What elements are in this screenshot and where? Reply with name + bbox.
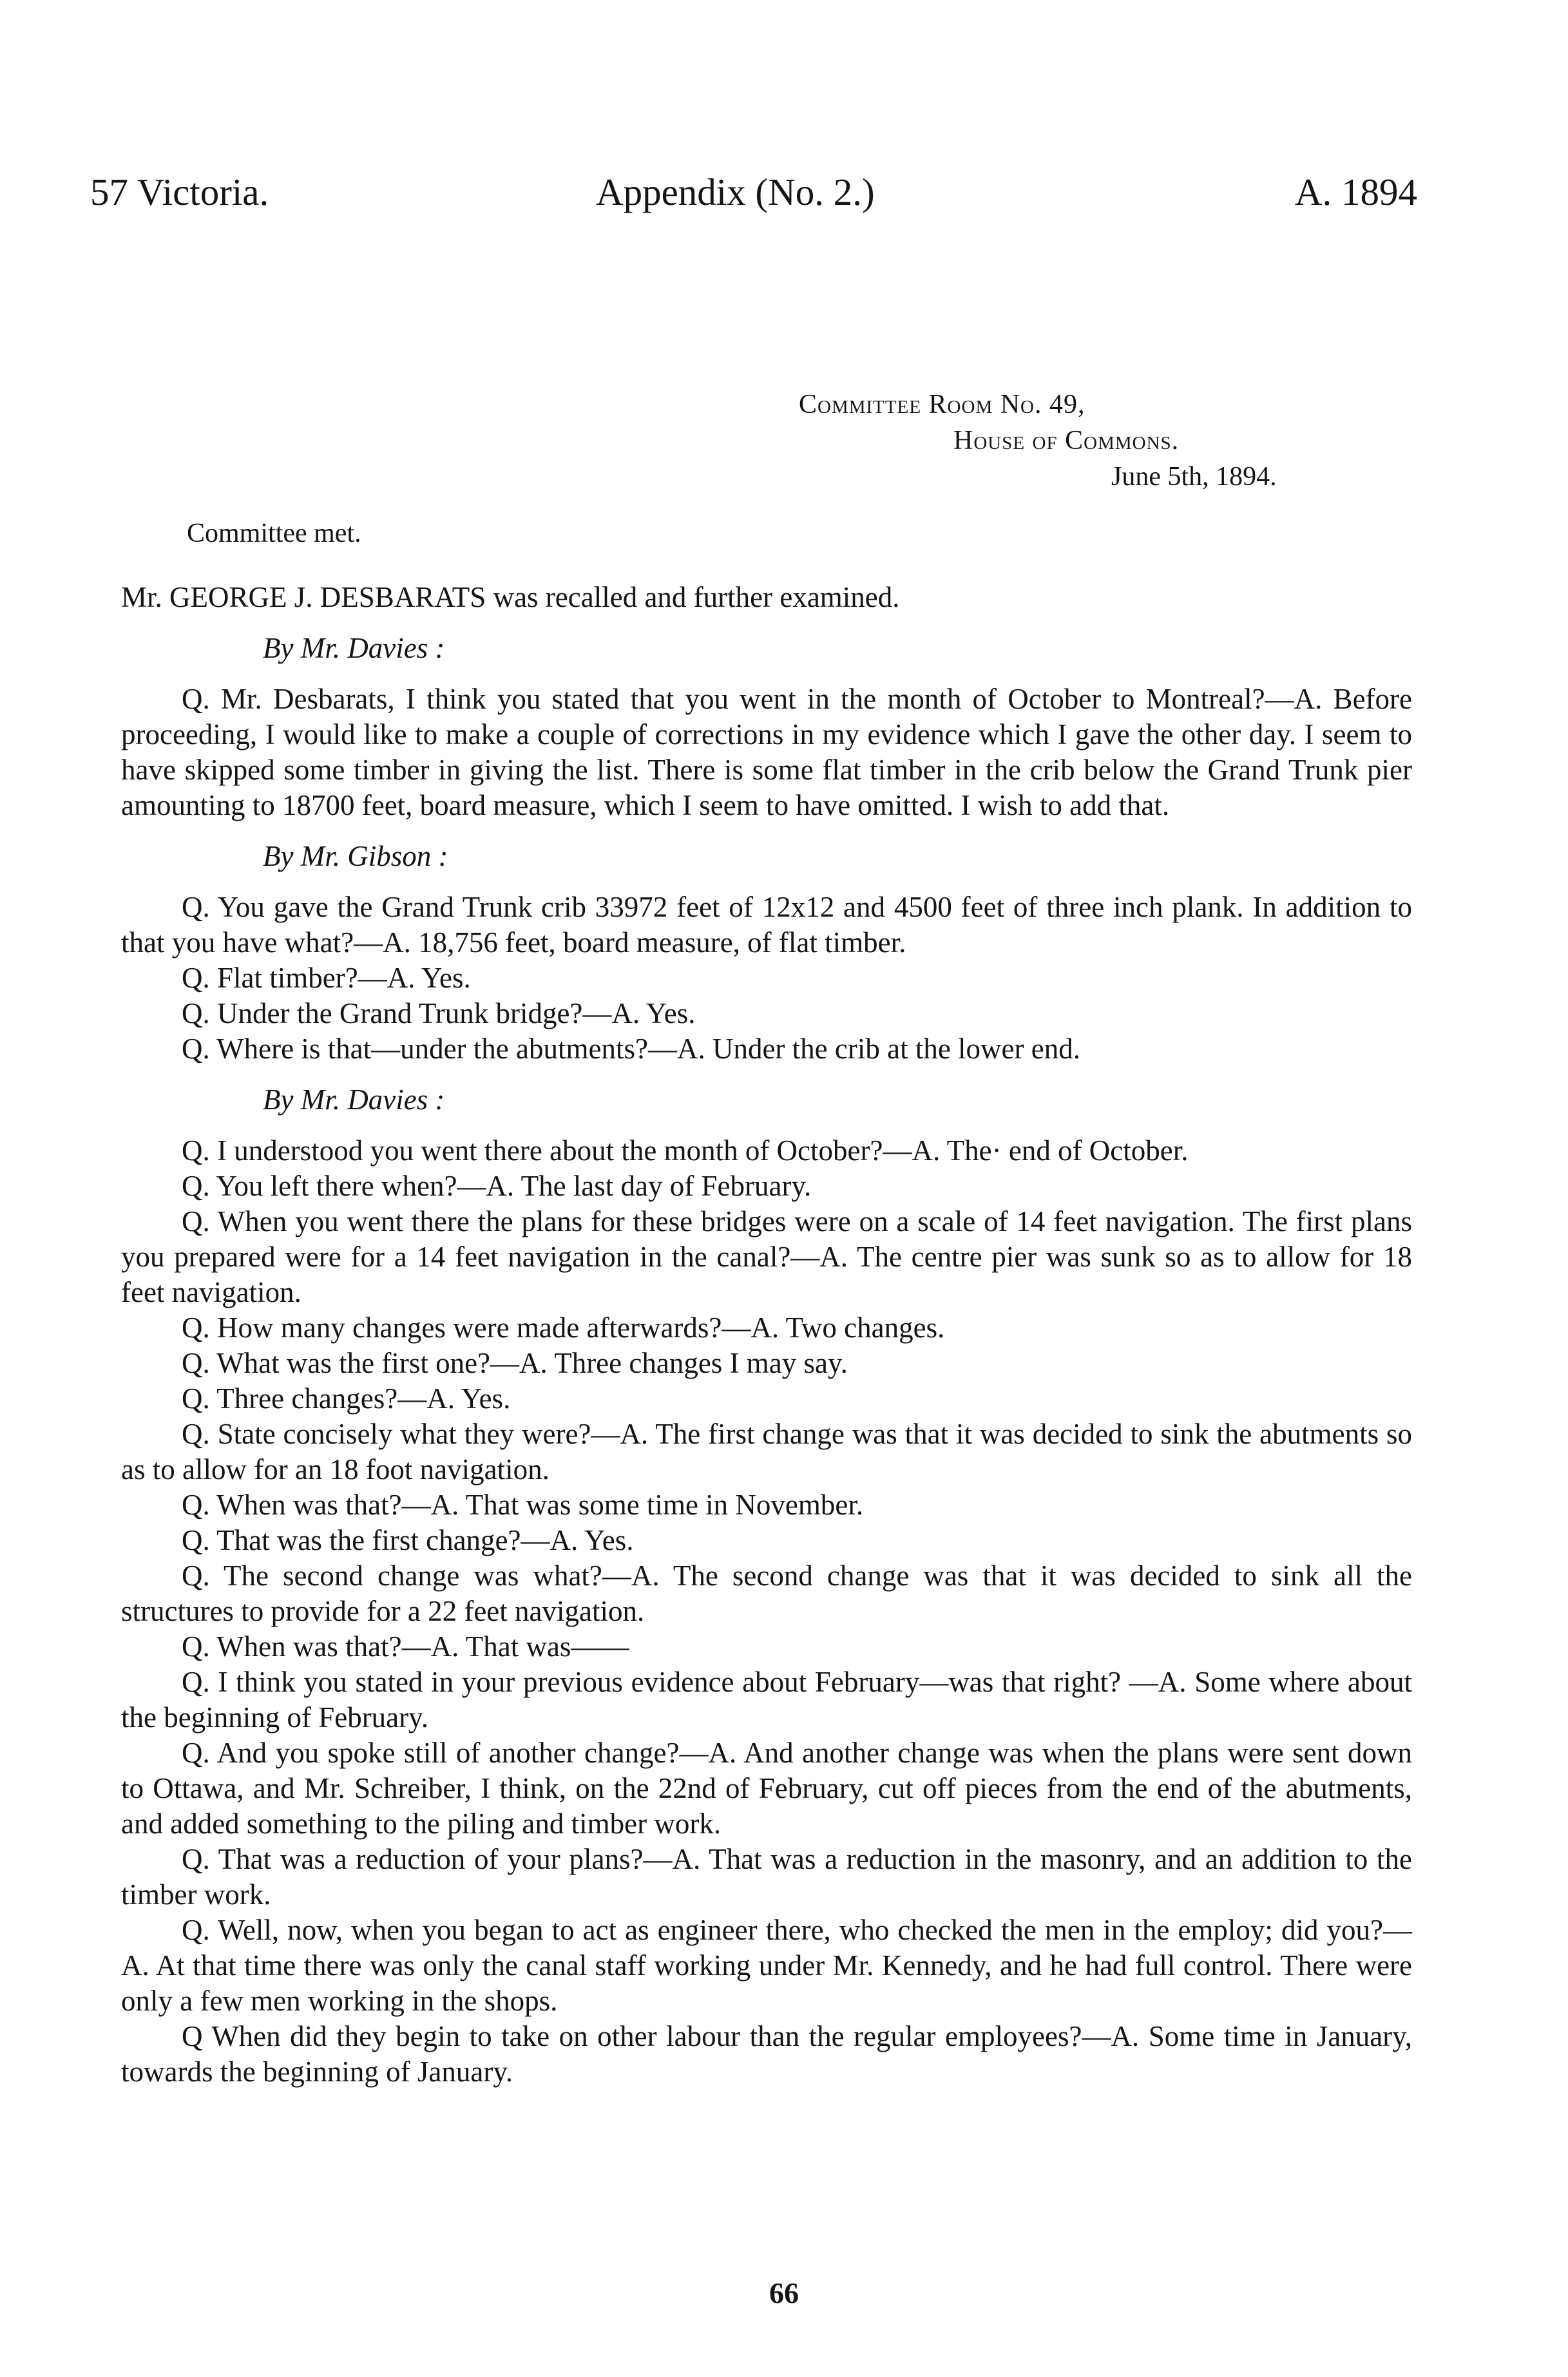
page-number: 66 — [769, 2277, 799, 2309]
committee-room: Committee Room No. 49, — [799, 390, 1085, 419]
question-answer: Q. That was the first change?—A. Yes. — [182, 1524, 634, 1556]
house-name: House of Commons. — [953, 426, 1180, 455]
question-answer: Q. Well, now, when you began to act as engineer there, who checked the men in the employ; did you?—A. At that time there was only the canal staff working under Mr. Kennedy, and he had full control. There were only a few men working in the shops. — [121, 1914, 1412, 2017]
question-answer: Q. Three changes?—A. Yes. — [182, 1382, 511, 1415]
header-session: 57 Victoria. — [90, 171, 269, 213]
running-header — [90, 166, 1417, 218]
question-answer: Q. You gave the Grand Trunk crib 33972 feet of 12x12 and 4500 feet of three inch plank. In addition to that you have what?—A. 18,756 feet, board measure, of flat timber. — [121, 891, 1412, 959]
header-year: A. 1894 — [1294, 171, 1417, 213]
testimony-body — [121, 580, 1412, 2090]
examiner-heading: By Mr. Davies : — [263, 1083, 445, 1116]
question-answer: Q. Mr. Desbarats, I think you stated that you went in the month of October to Montreal?—A. Before proceeding, I would like to make a couple of corrections in my evidence which I gave the other day. I seem to have skipped some timber in giving the list. There is some flat timber in the crib below the Grand Trunk pier amounting to 18700 feet, board measure, which I seem to have omitted. I wish to add that. — [121, 683, 1412, 821]
question-answer: Q. Where is that—under the abutments?—A. Under the crib at the lower end. — [182, 1033, 1080, 1065]
question-answer: Q. State concisely what they were?—A. The first change was that it was decided to sink the abutments so as to allow for an 18 foot navigation. — [121, 1418, 1412, 1485]
meeting-date: June 5th, 1894. — [1111, 462, 1277, 492]
question-answer: Q. The second change was what?—A. The second change was that it was decided to sink all the structures to provide for a 22 feet navigation. — [121, 1560, 1412, 1627]
question-answer: Q. I understood you went there about the month of October?—A. The· end of October. — [182, 1134, 1189, 1167]
question-answer: Q. When you went there the plans for these bridges were on a scale of 14 feet navigation. The first plans you prepared were for a 14 feet navigation in the canal?—A. The centre pier was sunk so as to allow for 18 feet navigation. — [121, 1205, 1412, 1308]
question-answer: Q. When was that?—A. That was some time in November. — [182, 1489, 864, 1521]
examiner-heading: By Mr. Gibson : — [263, 840, 448, 872]
question-answer: Q. How many changes were made afterwards?—A. Two changes. — [182, 1312, 945, 1344]
header-appendix: Appendix (No. 2.) — [596, 171, 875, 213]
question-answer: Q. Under the Grand Trunk bridge?—A. Yes. — [182, 997, 696, 1029]
meeting-location — [799, 387, 1327, 495]
question-answer: Q. What was the first one?—A. Three changes I may say. — [182, 1347, 848, 1379]
question-answer: Q When did they begin to take on other labour than the regular employees?—A. Some time in January, towards the beginning of January. — [121, 2020, 1412, 2088]
question-answer: Q. I think you stated in your previous evidence about February—was that right? —A. Some where about the beginning of February. — [121, 1666, 1412, 1733]
committee-met: Committee met. — [187, 519, 361, 548]
witness-recall: Mr. GEORGE J. DESBARATS was recalled and further examined. — [121, 581, 900, 613]
question-answer: Q. Flat timber?—A. Yes. — [182, 962, 471, 994]
question-answer: Q. You left there when?—A. The last day of February. — [182, 1170, 812, 1202]
question-answer: Q. That was a reduction of your plans?—A. That was a reduction in the masonry, and an addition to the timber work. — [121, 1843, 1412, 1911]
question-answer: Q. When was that?—A. That was—— — [182, 1630, 629, 1663]
examiner-heading: By Mr. Davies : — [263, 632, 445, 664]
question-answer: Q. And you spoke still of another change?—A. And another change was when the plans were sent down to Ottawa, and Mr. Schreiber, I think, on the 22nd of February, cut off pieces from the end of the abutments, and added something to the piling and timber work. — [121, 1737, 1412, 1840]
